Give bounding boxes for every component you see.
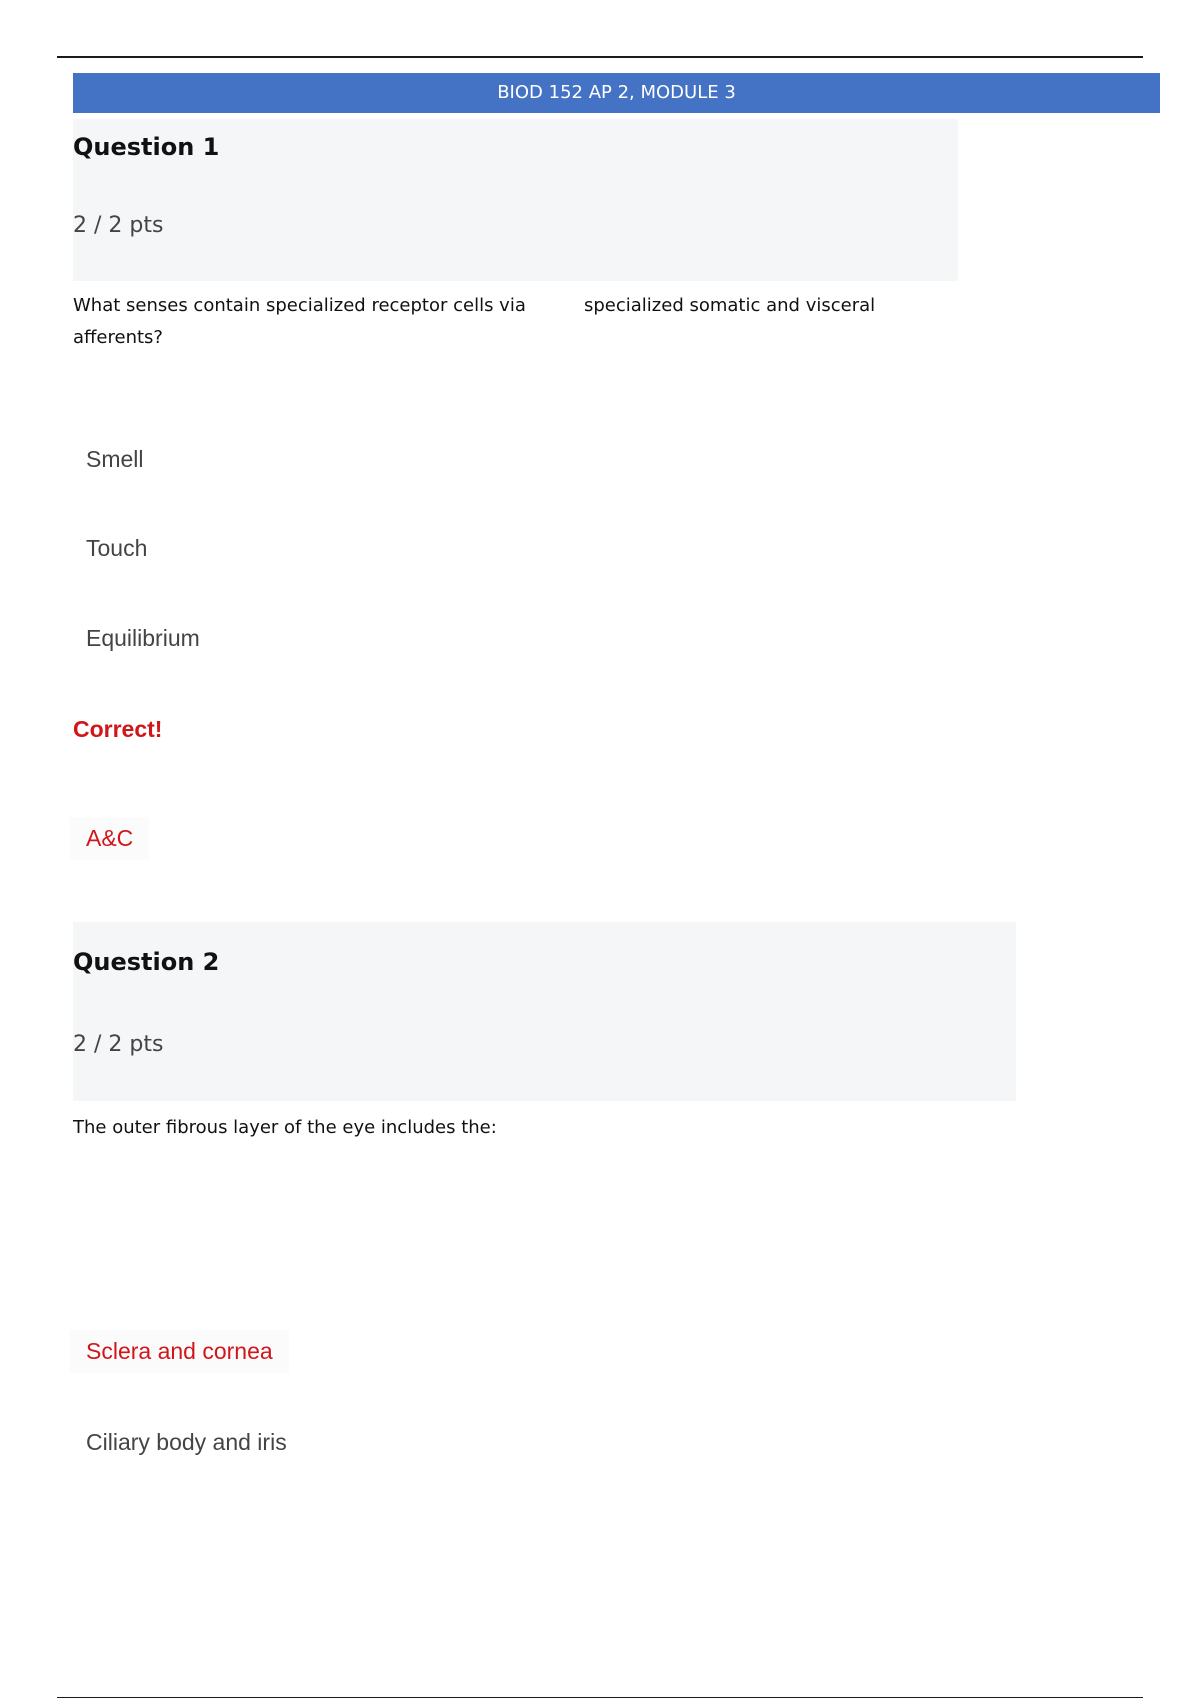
document-header-title: BIOD 152 AP 2, MODULE 3: [497, 82, 736, 103]
question-2-title: Question 2: [73, 948, 220, 976]
question-2-header: [73, 922, 1016, 1101]
question-1-answer-smell[interactable]: Smell: [86, 446, 144, 472]
question-1-points: 2 / 2 pts: [73, 213, 164, 238]
question-2-text: The outer fibrous layer of the eye includes the:: [73, 1117, 497, 1138]
top-rule: [57, 56, 1143, 58]
question-2-points: 2 / 2 pts: [73, 1032, 164, 1057]
question-2-answer-sclera-cornea[interactable]: Sclera and cornea: [70, 1330, 289, 1373]
question-1-correct-label: Correct!: [73, 716, 163, 742]
bottom-rule: [57, 1697, 1143, 1698]
question-1-title: Question 1: [73, 133, 220, 161]
question-1-text-continued: specialized somatic and visceral: [584, 295, 876, 316]
question-1-text: What senses contain specialized receptor cells via afferents?: [73, 295, 526, 348]
question-1-answer-equilibrium[interactable]: Equilibrium: [86, 625, 200, 651]
document-header-bar: [73, 73, 1160, 113]
question-1-selected-answer[interactable]: A&C: [70, 817, 149, 860]
question-2-answer-ciliary-iris[interactable]: Ciliary body and iris: [86, 1429, 287, 1455]
question-1-header: [73, 119, 958, 281]
question-1-answer-touch[interactable]: Touch: [86, 535, 148, 561]
